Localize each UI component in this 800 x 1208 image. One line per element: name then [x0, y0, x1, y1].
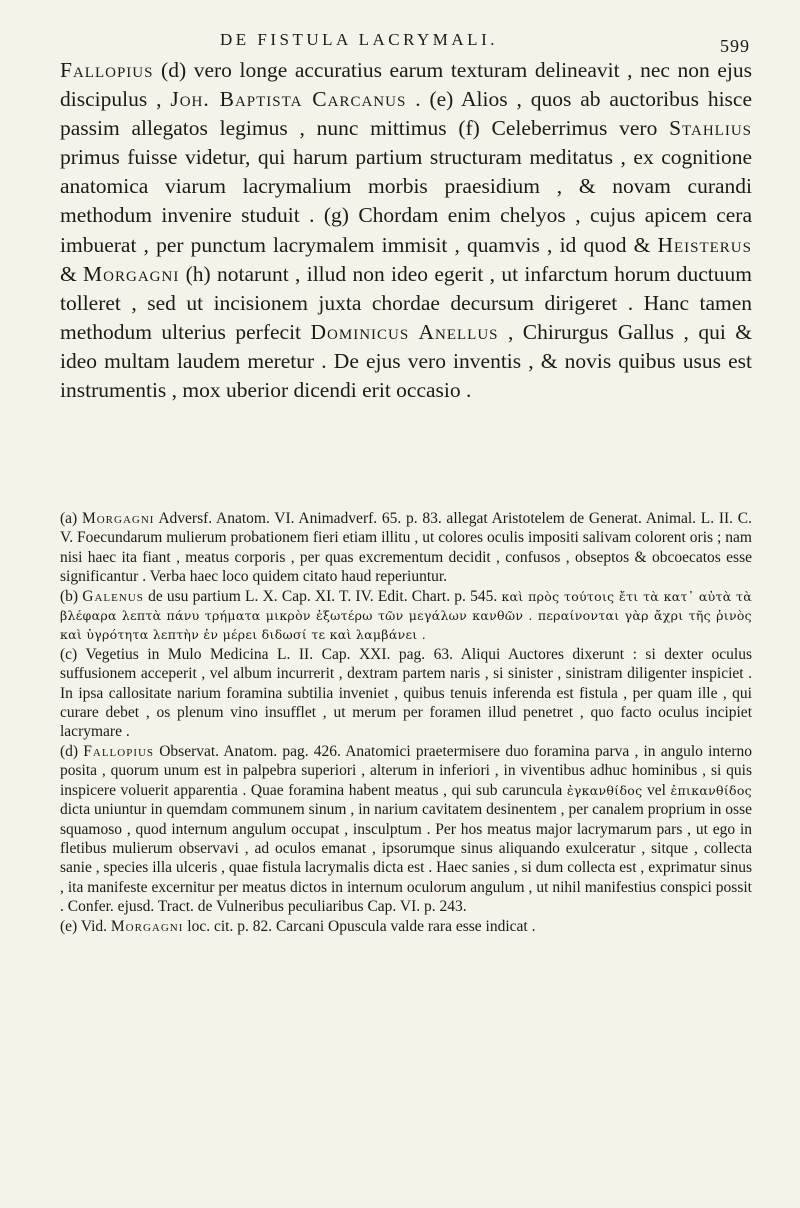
text-run: (h) notarunt , illud non ideo egerit , ut infarctum horum ductuum tolleret , sed ut incisionem juxta chordae decursum dirigeret . Hanc tamen methodum ulterius perfecit [60, 261, 752, 344]
greek-quotation: καὶ πρὸς τούτοις ἔτι τὰ κατ᾽ αὐτὰ τὰ βλέφαρα λεπτὰ πάνυ τρήματα μικρὸν ἐξωτέρω τῶν μεγάλων κανθῶν . περαίνονται γὰρ ἄχρι τῆς ῥινὸς καὶ ὑγρότητα λεπτὴν ἐν μέρει διδωσί τε καὶ λαμβάνει . [60, 588, 752, 643]
main-paragraph [60, 56, 752, 405]
text-run: loc. cit. p. 82. Carcani Opuscula valde rara esse indicat . [183, 917, 536, 935]
greek-quotation: ἐγκανθίδος [566, 782, 643, 798]
text-run: vel [642, 781, 671, 799]
text-run: & [60, 261, 84, 286]
text-run: Adversf. Anatom. VI. Animadverf. 65. p. 83. allegat Aristotelem de Generat. Animal. L. II. C. V. Foecundarum mulierum probationem fieri etiam illitu , ut colores oculis impositi salivam colorent oris ; nam nisi haec ita fiant , meatus corporis , per quas excrementum decidit , confusos , obseptos & obcoecatos esse significantur . Verba haec loco quidem citato haud reperiuntur. [60, 510, 753, 586]
text-run: Vid. [80, 917, 111, 935]
author-name: Fallopius [83, 742, 155, 760]
page-number: 599 [720, 36, 750, 56]
author-name: Galenus [82, 587, 144, 605]
footnotes [60, 509, 752, 936]
footnote [60, 917, 752, 936]
greek-quotation: ἐπικανθίδος [670, 782, 752, 798]
text-run: dicta uniuntur in quemdam communem sinum , in narium cavitatem desinentem , per canalem proprium in osse squamoso , quod internum angulum occupat , insculptum . Per hos meatus major lacrymarum pars , ut ego in fletibus mulierum observavi , ad oculos emanat , ipsorumque sinus aliquando exulceratur , sitque , collecta sanie , species illa ulceris , quae fistula lacrymalis dicta est . Haec sanies , si dum collecta est , exprimatur sinus , ita manifeste excernitur per meatus dictos in internum oculorum angulum , ut nihil manifestius conspici possit . Confer. ejusd. Tract. de Vulneribus peculiaribus Cap. VI. p. 243. [60, 801, 752, 916]
author-name: Morgagni [83, 261, 180, 286]
main-text [60, 56, 752, 405]
text-run: , Chirurgus Gallus , qui & ideo multam laudem meretur . De ejus vero inventis , & novis quibus usus est instrumentis , mox uberior dicendi erit occasio . [60, 319, 752, 403]
text-run: Vegetius in Mulo Medicina L. II. Cap. XXI. pag. 63. Aliqui Auctores dixerunt : si dexter oculus suffusionem acceperit , vel album incurrerit , dextram partem naris , si sinister , sinistram diligenter inspiciet . In ipsa callositate narium foramina subtilia inveniet , quibus tenuis inferenda est fistula , per quam ille , qui curare debet , os plenum vino insufflet , ut merum per foramen illud penetret , quo facto oculus incipiet lacrymare . [60, 645, 752, 741]
footnote [60, 645, 752, 742]
text-run: Observat. Anatom. pag. 426. Anatomici praetermisere duo foramina parva , in angulo interno posita , quorum unum est in palpebra superiori , alterum in inferiori , in viventibus adhuc hominibus , si quis inspicere voluerit apparentia . Quae foramina habent meatus , qui sub caruncula [60, 742, 752, 799]
author-name: Dominicus Anellus [310, 319, 499, 344]
text-run: de usu partium L. X. Cap. XI. T. IV. Edit. Chart. p. 545. [143, 587, 502, 605]
text-run: (d) vero longe accuratius earum texturam delineavit , nec non ejus discipulus , [60, 58, 752, 112]
running-title: DE FISTULA LACRYMALI. [220, 30, 498, 49]
footnote-label: (a) [60, 510, 78, 527]
author-name: Stahlius [669, 116, 752, 141]
author-name: Heisterus [657, 232, 752, 257]
text-run: . (e) Alios , quos ab auctoribus hisce passim allegatos legimus , nunc mittimus (f) Celeberrimus vero [60, 87, 752, 141]
text-run: primus fuisse videtur, qui harum partium structuram meditatus , ex cognitione anatomica viarum lacrymalium morbis praesidium , & novam curandi methodum invenire studuit . (g) Chordam enim chelyos , cujus apicem cera imbuerat , per punctum lacrymalem immisit , quamvis , id quod & [60, 145, 752, 257]
footnote-label: (c) [60, 645, 78, 663]
author-name: Fallopius [60, 58, 154, 82]
footnote [60, 587, 752, 645]
footnote-label: (b) [60, 587, 79, 605]
author-name: Morgagni [81, 510, 155, 527]
author-name: Morgagni [110, 917, 184, 935]
footnote [60, 509, 752, 587]
footnote [60, 742, 752, 917]
footnote-label: (e) [60, 917, 78, 935]
author-name: Joh. Baptista Carcanus [170, 87, 407, 112]
footnote-label: (d) [60, 742, 79, 760]
